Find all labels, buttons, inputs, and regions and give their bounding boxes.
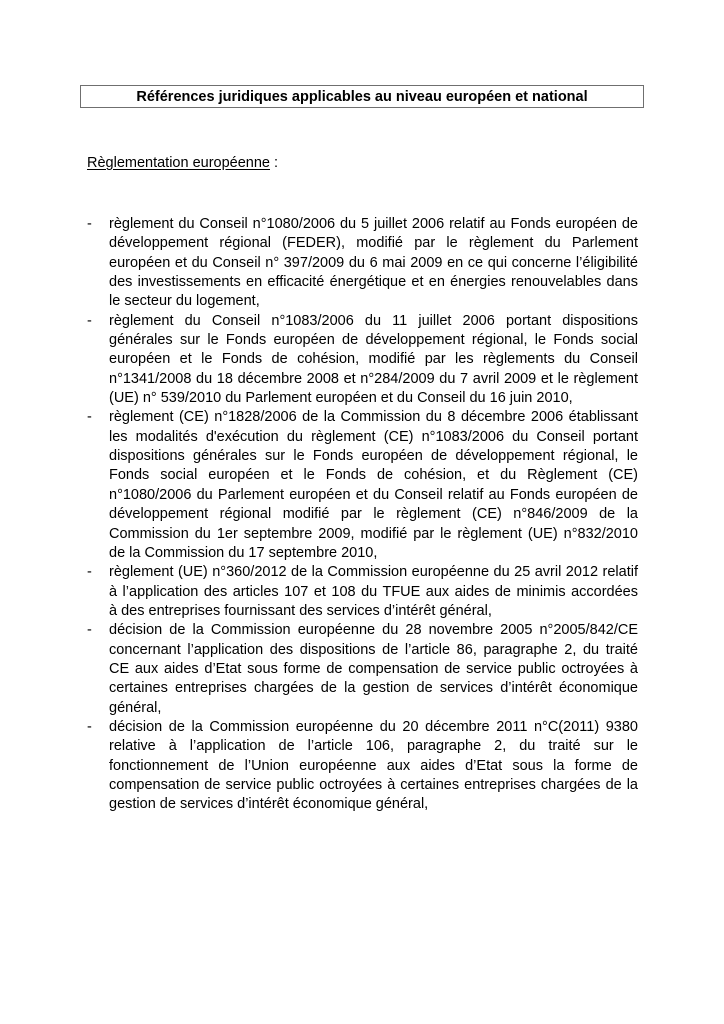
bullet-dash: -	[87, 718, 92, 735]
list-item-line: fonctionnement de l’Union européenne aux aides d’Etat sous la forme de	[109, 757, 638, 774]
list-item-line: n°1341/2008 du 18 décembre 2008 et n°284/2009 du 7 avril 2009 et le règlement	[109, 370, 638, 387]
list-item-line: dispositions générales sur le Fonds européen de développement régional, le	[109, 448, 638, 465]
list-item-line: gestion de services d’intérêt économique général,	[109, 796, 429, 813]
list-item-line: compensation de service public octroyées à certaines entreprises chargées de la	[109, 776, 638, 793]
list-item-line: règlement du Conseil n°1080/2006 du 5 juillet 2006 relatif au Fonds européen de	[109, 216, 638, 232]
list-item-line: Fonds social européen et le Fonds de cohésion, et du Règlement (CE)	[109, 467, 638, 484]
list-item	[87, 718, 638, 815]
list-item-line: règlement (UE) n°360/2012 de la Commission européenne du 25 avril 2012 relatif	[109, 564, 638, 581]
list-item-line: concernant l’application des dispositions de l’article 86, paragraphe 2, du traité	[109, 641, 638, 658]
list-item-line: général,	[109, 699, 162, 716]
list-item	[87, 215, 638, 312]
list-item-line: développement régional modifié par le règlement (CE) n°846/2009 de la	[109, 506, 638, 523]
list-item-line: CE aux aides d’Etat sous forme de compensation de service public octroyées à	[109, 660, 638, 677]
list-item-line: décision de la Commission européenne du 28 novembre 2005 n°2005/842/CE	[109, 622, 638, 639]
section-heading-text: Règlementation européenne	[87, 155, 270, 171]
bullet-dash: -	[87, 564, 92, 581]
list-item-line: européen et du Conseil n° 397/2009 du 6 mai 2009 en ce qui concerne l’éligibilité	[109, 254, 638, 271]
list-item-line: développement régional (FEDER), modifié par le règlement du Parlement	[109, 235, 638, 252]
list-item-line: règlement (CE) n°1828/2006 de la Commission du 8 décembre 2006 établissant	[109, 409, 638, 426]
regulation-list	[87, 215, 638, 815]
list-item-line: de la Commission du 17 septembre 2010,	[109, 544, 378, 561]
list-item-line: européen et le Fonds de cohésion, modifié par les règlements du Conseil	[109, 351, 638, 368]
list-item-line: certaines entreprises chargées de la gestion de services d’intérêt économique	[109, 680, 638, 697]
list-item-line: à des entreprises fournissant des services d’intérêt général,	[109, 602, 492, 619]
section-heading	[87, 153, 278, 173]
list-item-line: relative à l’application de l’article 106, paragraphe 2, du traité sur le	[109, 738, 638, 755]
list-item	[87, 563, 638, 621]
list-item-line: (UE) n° 539/2010 du Parlement européen et du Conseil du 16 juin 2010,	[109, 390, 573, 407]
bullet-dash: -	[87, 622, 92, 639]
list-item-line: Commission du 1er septembre 2009, modifié par le règlement (UE) n°832/2010	[109, 525, 638, 542]
list-item-line: des investissements en efficacité énergétique et en énergies renouvelables dans	[109, 274, 638, 291]
list-item	[87, 621, 638, 718]
list-item-line: les modalités d'exécution du règlement (CE) n°1083/2006 du Conseil portant	[109, 428, 638, 445]
bullet-dash: -	[87, 312, 92, 329]
list-item-line: le secteur du logement,	[109, 293, 260, 310]
list-item	[87, 408, 638, 563]
bullet-dash: -	[87, 216, 92, 232]
list-item-line: n°1080/2006 du Parlement européen et du Conseil relatif au Fonds européen de	[109, 486, 638, 503]
list-item-line: générales sur le Fonds européen de développement régional, le Fonds social	[109, 332, 638, 349]
list-item-line: décision de la Commission européenne du 20 décembre 2011 n°C(2011) 9380	[109, 718, 638, 735]
section-heading-colon: :	[270, 155, 279, 171]
list-item-line: à l’application des articles 107 et 108 du TFUE aux aides de minimis accordées	[109, 583, 638, 600]
bullet-dash: -	[87, 409, 92, 426]
document-title: Références juridiques applicables au niveau européen et national	[80, 85, 644, 108]
list-item-line: règlement du Conseil n°1083/2006 du 11 juillet 2006 portant dispositions	[109, 312, 638, 329]
list-item	[87, 312, 638, 409]
